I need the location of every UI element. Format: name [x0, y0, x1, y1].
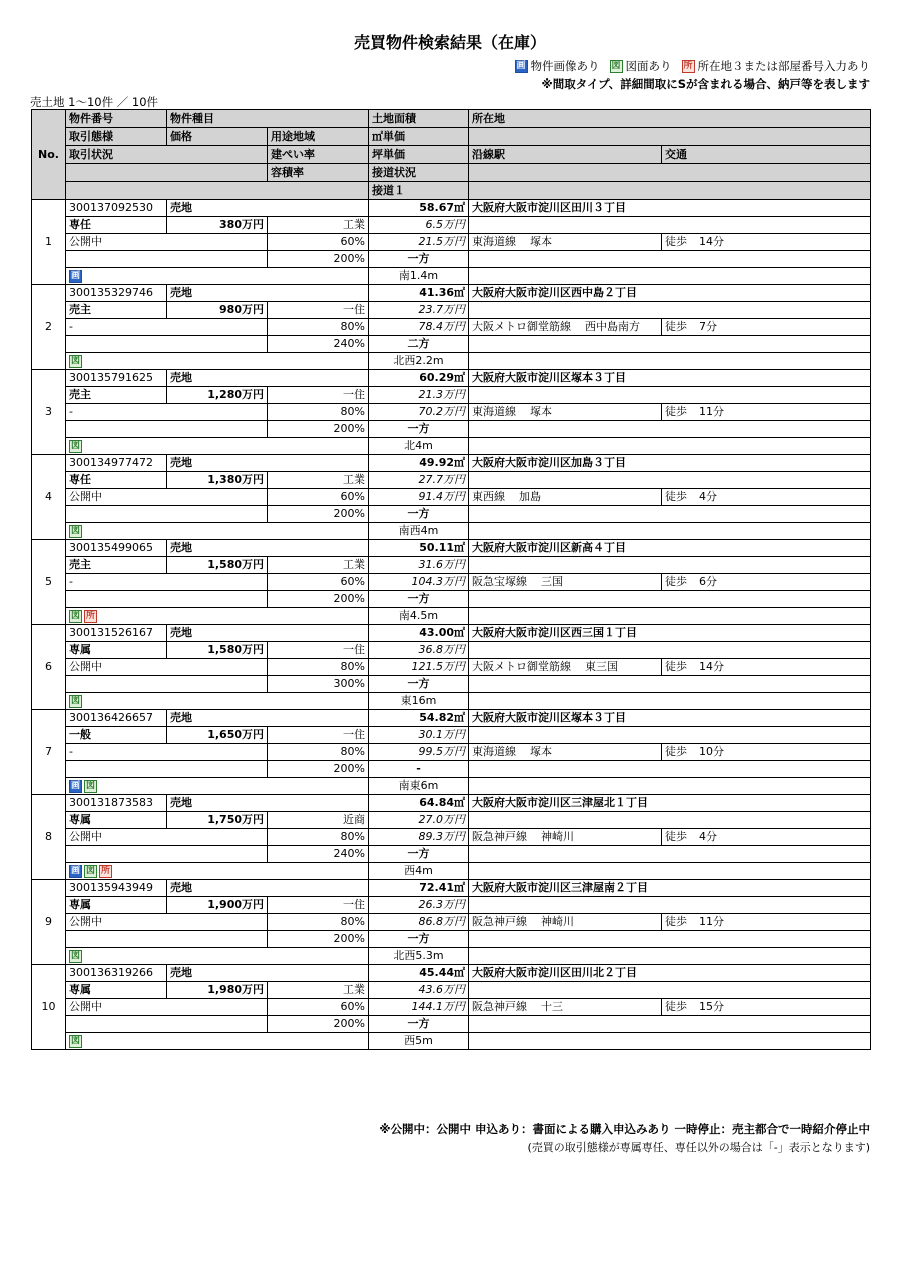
- drawing-available-icon: 図: [85, 780, 95, 791]
- railway-line: 阪急神戸線: [472, 1000, 527, 1013]
- access-mode: 徒歩: [665, 830, 687, 843]
- address: 大阪府大阪市淀川区西三国１丁目: [469, 625, 871, 642]
- station: 神崎川: [541, 915, 574, 928]
- access-mode: 徒歩: [665, 915, 687, 928]
- price: 380万円: [167, 217, 268, 234]
- tsubo-price: 104.3万円: [369, 574, 469, 591]
- zoning: 工業: [268, 557, 369, 574]
- drawing-available-icon: 図: [70, 610, 80, 621]
- line-station: [469, 234, 662, 251]
- badge-cell: [66, 353, 369, 370]
- listing-no: 10: [32, 965, 66, 1050]
- floor-area-ratio: 200%: [268, 251, 369, 268]
- access: [662, 319, 871, 336]
- coverage-ratio: 80%: [268, 659, 369, 676]
- road-status: 一方: [369, 506, 469, 523]
- badge-cell: [66, 268, 369, 285]
- road-status: 二方: [369, 336, 469, 353]
- line-station: [469, 319, 662, 336]
- land-area: 43.00㎡: [369, 625, 469, 642]
- property-type: 売地: [167, 965, 369, 982]
- land-area: 54.82㎡: [369, 710, 469, 727]
- listing-row: [32, 370, 871, 387]
- station: 三国: [541, 575, 563, 588]
- tsubo-price: 89.3万円: [369, 829, 469, 846]
- road-1: 南西4m: [369, 523, 469, 540]
- listing-row: [32, 285, 871, 302]
- access-mode: 徒歩: [665, 235, 687, 248]
- address: 大阪府大阪市淀川区三津屋南２丁目: [469, 880, 871, 897]
- property-number: 300137092530: [66, 200, 167, 217]
- listing-no: 3: [32, 370, 66, 455]
- header-road1: 接道１: [369, 182, 469, 200]
- price: 980万円: [167, 302, 268, 319]
- walk-minutes: 6分: [699, 575, 717, 588]
- railway-line: 東西線: [472, 490, 505, 503]
- listing-no: 1: [32, 200, 66, 285]
- listing-row: [32, 880, 871, 897]
- listing-status: 公開中: [66, 914, 268, 931]
- floor-area-ratio: 240%: [268, 336, 369, 353]
- road-1: 西4m: [369, 863, 469, 880]
- railway-line: 阪急宝塚線: [472, 575, 527, 588]
- sqm-price: 30.1万円: [369, 727, 469, 744]
- access: [662, 999, 871, 1016]
- header-no: No.: [32, 110, 66, 200]
- sqm-price: 27.0万円: [369, 812, 469, 829]
- railway-line: 東海道線: [472, 235, 516, 248]
- legend-note: ※間取タイプ、詳細間取にSが含まれる場合、納戸等を表します: [541, 77, 870, 91]
- result-summary: 売土地 1〜10件 ／ 10件: [30, 95, 159, 109]
- land-area: 72.41㎡: [369, 880, 469, 897]
- access: [662, 829, 871, 846]
- access-mode: 徒歩: [665, 745, 687, 758]
- legend-drawing: [610, 58, 672, 74]
- property-number: 300134977472: [66, 455, 167, 472]
- land-area: 45.44㎡: [369, 965, 469, 982]
- floor-area-ratio: 200%: [268, 761, 369, 778]
- header-property-number: 物件番号: [66, 110, 167, 128]
- station: 塚本: [530, 235, 552, 248]
- road-status: 一方: [369, 421, 469, 438]
- line-station: [469, 659, 662, 676]
- property-type: 売地: [167, 880, 369, 897]
- listing-row: [32, 540, 871, 557]
- listing-status: 公開中: [66, 999, 268, 1016]
- property-type: 売地: [167, 370, 369, 387]
- legend-drawing-label: 図面あり: [625, 59, 672, 73]
- address-entered-icon: 所: [85, 610, 95, 621]
- access: [662, 574, 871, 591]
- zoning: 一住: [268, 387, 369, 404]
- land-area: 50.11㎡: [369, 540, 469, 557]
- access: [662, 404, 871, 421]
- railway-line: 大阪メトロ御堂筋線: [472, 320, 571, 333]
- zoning: 近商: [268, 812, 369, 829]
- road-status: -: [369, 761, 469, 778]
- coverage-ratio: 80%: [268, 829, 369, 846]
- listing-status: -: [66, 404, 268, 421]
- road-status: 一方: [369, 1016, 469, 1033]
- property-type: 売地: [167, 200, 369, 217]
- floor-area-ratio: 240%: [268, 846, 369, 863]
- land-area: 60.29㎡: [369, 370, 469, 387]
- land-area: 64.84㎡: [369, 795, 469, 812]
- badge-cell: [66, 438, 369, 455]
- image-available-icon: 画: [516, 60, 526, 71]
- walk-minutes: 11分: [699, 405, 724, 418]
- tsubo-price: 70.2万円: [369, 404, 469, 421]
- floor-area-ratio: 200%: [268, 591, 369, 608]
- address: 大阪府大阪市淀川区田川３丁目: [469, 200, 871, 217]
- header-status: 取引状況: [66, 146, 268, 164]
- tsubo-price: 121.5万円: [369, 659, 469, 676]
- listing-no: 9: [32, 880, 66, 965]
- land-area: 41.36㎡: [369, 285, 469, 302]
- property-type: 売地: [167, 625, 369, 642]
- price: 1,650万円: [167, 727, 268, 744]
- walk-minutes: 7分: [699, 320, 717, 333]
- listing-row: [32, 710, 871, 727]
- line-station: [469, 829, 662, 846]
- land-area: 58.67㎡: [369, 200, 469, 217]
- station: 塚本: [530, 405, 552, 418]
- floor-area-ratio: 200%: [268, 506, 369, 523]
- transaction-mode: 売主: [66, 387, 167, 404]
- address: 大阪府大阪市淀川区塚本３丁目: [469, 710, 871, 727]
- price: 1,580万円: [167, 642, 268, 659]
- listing-status: 公開中: [66, 234, 268, 251]
- access-mode: 徒歩: [665, 320, 687, 333]
- access-mode: 徒歩: [665, 405, 687, 418]
- page-title: 売買物件検索結果（在庫）: [353, 33, 546, 52]
- price: 1,280万円: [167, 387, 268, 404]
- header-zoning: 用途地域: [268, 128, 369, 146]
- sqm-price: 36.8万円: [369, 642, 469, 659]
- listing-no: 2: [32, 285, 66, 370]
- station: 西中島南方: [585, 320, 640, 333]
- road-1: 北4m: [369, 438, 469, 455]
- road-1: 東16m: [369, 693, 469, 710]
- line-station: [469, 999, 662, 1016]
- sqm-price: 43.6万円: [369, 982, 469, 999]
- property-number: 300136319266: [66, 965, 167, 982]
- drawing-available-icon: 図: [70, 525, 80, 536]
- listing-status: 公開中: [66, 489, 268, 506]
- footer-status-legend: ※公開中：公開中 申込あり：書面による購入申込みあり 一時停止：売主都合で一時紹介停止中: [379, 1122, 870, 1136]
- price: 1,380万円: [167, 472, 268, 489]
- address: 大阪府大阪市淀川区西中島２丁目: [469, 285, 871, 302]
- coverage-ratio: 80%: [268, 404, 369, 421]
- station: 東三国: [585, 660, 618, 673]
- sqm-price: 23.7万円: [369, 302, 469, 319]
- sqm-price: 26.3万円: [369, 897, 469, 914]
- badge-cell: [66, 778, 369, 795]
- property-number: 300135943949: [66, 880, 167, 897]
- listing-status: -: [66, 744, 268, 761]
- table-body: [32, 200, 871, 1050]
- address: 大阪府大阪市淀川区新高４丁目: [469, 540, 871, 557]
- drawing-available-icon: 図: [85, 865, 95, 876]
- zoning: 一住: [268, 642, 369, 659]
- listing-status: 公開中: [66, 659, 268, 676]
- tsubo-price: 78.4万円: [369, 319, 469, 336]
- drawing-available-icon: 図: [70, 695, 80, 706]
- property-number: 300131526167: [66, 625, 167, 642]
- zoning: 工業: [268, 982, 369, 999]
- price: 1,900万円: [167, 897, 268, 914]
- property-type: 売地: [167, 795, 369, 812]
- road-status: 一方: [369, 931, 469, 948]
- property-number: 300131873583: [66, 795, 167, 812]
- coverage-ratio: 80%: [268, 319, 369, 336]
- property-number: 300135791625: [66, 370, 167, 387]
- property-type: 売地: [167, 540, 369, 557]
- access: [662, 744, 871, 761]
- badge-cell: [66, 863, 369, 880]
- image-available-icon: 画: [70, 865, 80, 876]
- legend-address: [682, 58, 871, 74]
- coverage-ratio: 60%: [268, 234, 369, 251]
- access: [662, 234, 871, 251]
- zoning: 工業: [268, 217, 369, 234]
- walk-minutes: 10分: [699, 745, 724, 758]
- header-tsubo-price: 坪単価: [369, 146, 469, 164]
- drawing-available-icon: 図: [70, 1035, 80, 1046]
- address-entered-icon: 所: [100, 865, 110, 876]
- listing-status: 公開中: [66, 829, 268, 846]
- tsubo-price: 21.5万円: [369, 234, 469, 251]
- road-1: 南東6m: [369, 778, 469, 795]
- header-price: 価格: [167, 128, 268, 146]
- header-transaction-mode: 取引態様: [66, 128, 167, 146]
- listing-row: [32, 965, 871, 982]
- road-status: 一方: [369, 591, 469, 608]
- coverage-ratio: 60%: [268, 489, 369, 506]
- railway-line: 阪急神戸線: [472, 830, 527, 843]
- road-1: 南1.4m: [369, 268, 469, 285]
- land-area: 49.92㎡: [369, 455, 469, 472]
- listing-row: [32, 795, 871, 812]
- walk-minutes: 11分: [699, 915, 724, 928]
- drawing-available-icon: 図: [70, 440, 80, 451]
- header-access: 交通: [662, 146, 871, 164]
- transaction-mode: 専属: [66, 982, 167, 999]
- station: 神崎川: [541, 830, 574, 843]
- tsubo-price: 99.5万円: [369, 744, 469, 761]
- line-station: [469, 574, 662, 591]
- property-number: 300136426657: [66, 710, 167, 727]
- road-status: 一方: [369, 676, 469, 693]
- station: 十三: [541, 1000, 563, 1013]
- listing-no: 6: [32, 625, 66, 710]
- sqm-price: 31.6万円: [369, 557, 469, 574]
- station: 塚本: [530, 745, 552, 758]
- drawing-available-icon: 図: [70, 355, 80, 366]
- access-mode: 徒歩: [665, 490, 687, 503]
- listing-row: [32, 200, 871, 217]
- zoning: 工業: [268, 472, 369, 489]
- badge-cell: [66, 948, 369, 965]
- listing-no: 8: [32, 795, 66, 880]
- transaction-mode: 一般: [66, 727, 167, 744]
- coverage-ratio: 60%: [268, 999, 369, 1016]
- image-available-icon: 画: [70, 780, 80, 791]
- badge-cell: [66, 1033, 369, 1050]
- walk-minutes: 14分: [699, 660, 724, 673]
- tsubo-price: 91.4万円: [369, 489, 469, 506]
- railway-line: 東海道線: [472, 745, 516, 758]
- address: 大阪府大阪市淀川区加島３丁目: [469, 455, 871, 472]
- badge-cell: [66, 523, 369, 540]
- header-coverage: 建ぺい率: [268, 146, 369, 164]
- road-status: 一方: [369, 846, 469, 863]
- access: [662, 914, 871, 931]
- property-type: 売地: [167, 285, 369, 302]
- floor-area-ratio: 200%: [268, 421, 369, 438]
- address: 大阪府大阪市淀川区田川北２丁目: [469, 965, 871, 982]
- address: 大阪府大阪市淀川区塚本３丁目: [469, 370, 871, 387]
- line-station: [469, 404, 662, 421]
- floor-area-ratio: 300%: [268, 676, 369, 693]
- legend: [511, 58, 871, 74]
- header-location: 所在地: [469, 110, 871, 128]
- legend-image-label: 物件画像あり: [530, 59, 600, 73]
- road-status: 一方: [369, 251, 469, 268]
- walk-minutes: 14分: [699, 235, 724, 248]
- coverage-ratio: 80%: [268, 914, 369, 931]
- header-line-station: 沿線駅: [469, 146, 662, 164]
- sqm-price: 21.3万円: [369, 387, 469, 404]
- walk-minutes: 4分: [699, 490, 717, 503]
- railway-line: 大阪メトロ御堂筋線: [472, 660, 571, 673]
- line-station: [469, 489, 662, 506]
- transaction-mode: 専属: [66, 897, 167, 914]
- road-1: 北西2.2m: [369, 353, 469, 370]
- access: [662, 489, 871, 506]
- listing-status: -: [66, 319, 268, 336]
- railway-line: 東海道線: [472, 405, 516, 418]
- price: 1,980万円: [167, 982, 268, 999]
- price: 1,750万円: [167, 812, 268, 829]
- address-entered-icon: 所: [683, 60, 693, 71]
- property-type: 売地: [167, 455, 369, 472]
- tsubo-price: 86.8万円: [369, 914, 469, 931]
- access-mode: 徒歩: [665, 1000, 687, 1013]
- access-mode: 徒歩: [665, 575, 687, 588]
- footer-mode-note: (売買の取引態様が専属専任、専任以外の場合は「-」表示となります): [527, 1141, 870, 1154]
- drawing-available-icon: 図: [70, 950, 80, 961]
- walk-minutes: 4分: [699, 830, 717, 843]
- listing-no: 4: [32, 455, 66, 540]
- header-property-type: 物件種目: [167, 110, 369, 128]
- zoning: 一住: [268, 897, 369, 914]
- property-type: 売地: [167, 710, 369, 727]
- listing-no: 7: [32, 710, 66, 795]
- line-station: [469, 744, 662, 761]
- legend-image: [515, 58, 600, 74]
- tsubo-price: 144.1万円: [369, 999, 469, 1016]
- line-station: [469, 914, 662, 931]
- sqm-price: 27.7万円: [369, 472, 469, 489]
- listing-status: -: [66, 574, 268, 591]
- floor-area-ratio: 200%: [268, 931, 369, 948]
- coverage-ratio: 60%: [268, 574, 369, 591]
- sqm-price: 6.5万円: [369, 217, 469, 234]
- table-header: [32, 110, 871, 200]
- zoning: 一住: [268, 727, 369, 744]
- header-far: 容積率: [268, 164, 369, 182]
- transaction-mode: 売主: [66, 302, 167, 319]
- access: [662, 659, 871, 676]
- badge-cell: [66, 693, 369, 710]
- badge-cell: [66, 608, 369, 625]
- transaction-mode: 専属: [66, 642, 167, 659]
- image-available-icon: 画: [70, 270, 80, 281]
- address: 大阪府大阪市淀川区三津屋北１丁目: [469, 795, 871, 812]
- floor-area-ratio: 200%: [268, 1016, 369, 1033]
- access-mode: 徒歩: [665, 660, 687, 673]
- railway-line: 阪急神戸線: [472, 915, 527, 928]
- listing-row: [32, 455, 871, 472]
- listing-row: [32, 625, 871, 642]
- transaction-mode: 専任: [66, 217, 167, 234]
- coverage-ratio: 80%: [268, 744, 369, 761]
- station: 加島: [519, 490, 541, 503]
- road-1: 北西5.3m: [369, 948, 469, 965]
- header-land-area: 土地面積: [369, 110, 469, 128]
- header-sqm-price: ㎡単価: [369, 128, 469, 146]
- road-1: 西5m: [369, 1033, 469, 1050]
- transaction-mode: 専属: [66, 812, 167, 829]
- zoning: 一住: [268, 302, 369, 319]
- walk-minutes: 15分: [699, 1000, 724, 1013]
- property-number: 300135329746: [66, 285, 167, 302]
- transaction-mode: 専任: [66, 472, 167, 489]
- header-road-status: 接道状況: [369, 164, 469, 182]
- property-number: 300135499065: [66, 540, 167, 557]
- price: 1,580万円: [167, 557, 268, 574]
- transaction-mode: 売主: [66, 557, 167, 574]
- listing-no: 5: [32, 540, 66, 625]
- results-table: [31, 109, 871, 1050]
- road-1: 南4.5m: [369, 608, 469, 625]
- drawing-available-icon: 図: [611, 60, 621, 71]
- legend-address-label: 所在地３または部屋番号入力あり: [697, 59, 870, 73]
